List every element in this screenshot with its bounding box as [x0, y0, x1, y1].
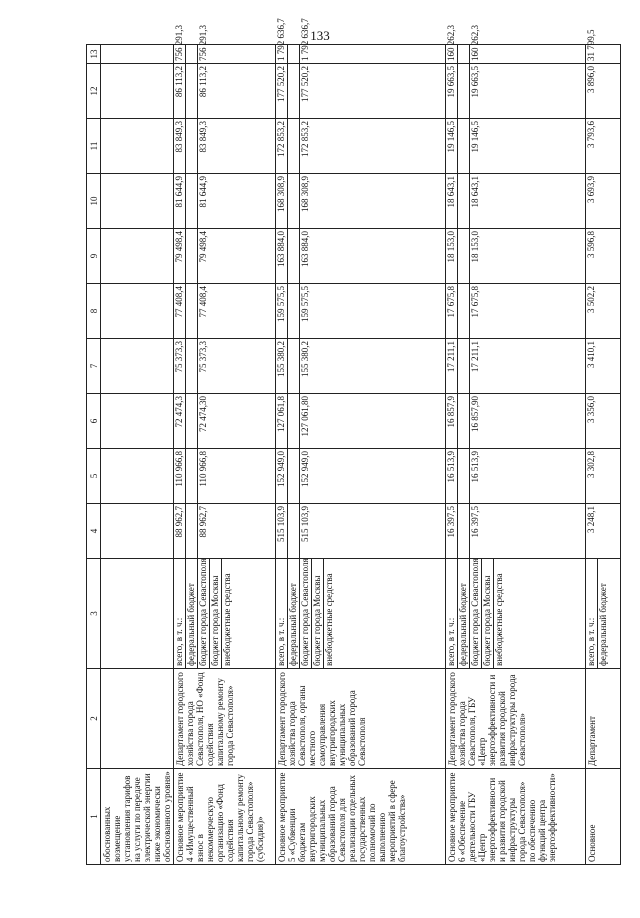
value-cell: [446, 284, 586, 339]
measure-cell: Основное: [586, 769, 621, 865]
value: 3 896,0: [586, 66, 596, 93]
value: [186, 45, 198, 63]
value-cell: [276, 504, 446, 559]
executor-cell: Департамент: [586, 669, 621, 769]
value: [288, 119, 300, 173]
value-cell: [586, 64, 621, 119]
executor-cell: Департамент городского хозяйства города Севастополя, НО «Фонд содействия капитальному ремонту города Севастополя»: [174, 669, 276, 769]
value: [458, 339, 470, 393]
value-cell: [276, 64, 446, 119]
value: 16 513,9: [446, 449, 458, 503]
value: 160 262,3: [470, 25, 480, 61]
value-cell: [276, 174, 446, 229]
source-label: всего, в т. ч.:: [586, 559, 598, 668]
value-cell: [446, 64, 586, 119]
value: 1 792 636,7: [300, 18, 310, 61]
value-cell: [174, 339, 276, 394]
value: 86 113,2: [198, 66, 208, 98]
value-cell: [446, 119, 586, 174]
value: 172 853,2: [300, 121, 310, 157]
value-cell: [276, 229, 446, 284]
value-cell: [174, 284, 276, 339]
value: 152 949,0: [276, 449, 288, 503]
value: 127 061,80: [300, 396, 310, 437]
header-cell: 13: [87, 45, 101, 64]
value-cell: [276, 394, 446, 449]
rotated-table-container: [86, 18, 608, 865]
value: 17 675,8: [446, 284, 458, 338]
value-cell: [586, 29, 621, 64]
value: [186, 229, 198, 283]
value: [186, 504, 198, 558]
value: 110 966,8: [198, 451, 208, 487]
value: 83 849,3: [198, 121, 208, 153]
value-cell: [586, 339, 621, 394]
value: 152 949,0: [300, 451, 310, 487]
value: [288, 64, 300, 118]
value-cell: [586, 449, 621, 504]
table-row: [276, 45, 446, 865]
value-cell: [276, 284, 446, 339]
value: 77 408,4: [174, 284, 186, 338]
value: 1 792 636,7: [276, 18, 286, 61]
carry-over-row: [101, 45, 174, 865]
value-cell: [586, 229, 621, 284]
value-cell: [586, 394, 621, 449]
sources-cell: [174, 559, 276, 669]
value-cell: [446, 504, 586, 559]
value: 3 596,8: [586, 231, 596, 258]
source-label: федеральный бюджет: [186, 559, 198, 668]
value: [186, 339, 198, 393]
value-cell: [446, 229, 586, 284]
executor-cell: Департамент городского хозяйства города Севастополя, органы местного самоуправления внутригородских муниципальных образований города Севастополя: [276, 669, 446, 769]
source-label: бюджет города Севастополя: [300, 558, 310, 666]
value: 17 211,1: [446, 339, 458, 393]
value: 159 575,5: [300, 286, 310, 322]
value-cell: [174, 229, 276, 284]
value-cell: [446, 25, 586, 64]
source-label: всего, в т. ч.:: [276, 559, 288, 668]
value: 110 966,8: [174, 449, 186, 503]
value-cell: [174, 119, 276, 174]
value: 81 644,9: [198, 176, 208, 208]
value: [458, 449, 470, 503]
value: 16 397,5: [470, 506, 480, 538]
value: 16 857,90: [470, 396, 480, 432]
value: [458, 394, 470, 448]
source-label: федеральный бюджет: [458, 559, 470, 668]
value-cell: [276, 119, 446, 174]
value: 88 962,7: [198, 506, 208, 538]
source-label: бюджет города Москвы: [210, 559, 222, 668]
value: 159 575,5: [276, 284, 288, 338]
value: 18 153,0: [446, 229, 458, 283]
value: 18 643,1: [470, 176, 480, 208]
value: 172 853,2: [276, 119, 288, 173]
value: 72 474,3: [174, 394, 186, 448]
sources-cell: [586, 559, 621, 669]
header-cell: 6: [87, 394, 101, 449]
value-cell: [276, 339, 446, 394]
value: 3 248,1: [586, 506, 596, 533]
value: 177 520,2: [276, 64, 288, 118]
value: 18 643,1: [446, 174, 458, 228]
header-cell: 5: [87, 449, 101, 504]
source-label: федеральный бюджет: [288, 559, 300, 668]
value-cell: [446, 394, 586, 449]
value: [458, 174, 470, 228]
value: 19 663,5: [446, 64, 458, 118]
value: 155 380,2: [300, 341, 310, 377]
value: [288, 339, 300, 393]
value: [288, 174, 300, 228]
measure-cell: Основное мероприятие 5 «Субвенции бюджетам внутригородских муниципальных образований города Севастополя для реализации отдельных государственных полномочий по выполнению мероприятий в сфере благоустройства»: [276, 769, 446, 865]
value: [458, 64, 470, 118]
source-label: бюджет города Москвы: [482, 559, 494, 668]
value: 18 153,0: [470, 231, 480, 263]
value: 160 262,3: [446, 25, 456, 61]
header-row: [87, 45, 101, 865]
value: [288, 449, 300, 503]
value: 163 884,0: [300, 231, 310, 267]
value: [186, 119, 198, 173]
header-cell: 2: [87, 669, 101, 769]
value: 168 308,9: [276, 174, 288, 228]
value: 3 302,8: [586, 451, 596, 478]
measure-cell: Основное мероприятие 6 «Обеспечение деятельности ГБУ «Центр энергоэффективности и развития городской инфраструктуры города Севастополя» по обеспечению функций центра энергоэффективности»: [446, 769, 586, 865]
value: 155 380,2: [276, 339, 288, 393]
source-label: внебюджетные средства: [324, 573, 334, 666]
value-cell: [174, 64, 276, 119]
source-label: внебюджетные средства: [494, 573, 504, 666]
value: 3 356,0: [586, 396, 596, 423]
source-label: бюджет города Москвы: [312, 559, 324, 668]
value: 31 799,5: [586, 29, 596, 61]
value-cell: [174, 449, 276, 504]
sources-cell: [276, 559, 446, 669]
source-label: всего, в т. ч.:: [174, 559, 186, 668]
value: [458, 504, 470, 558]
carry-over-text: обоснованных возмещение установления тарифов на услуги по передаче электрической энергии ниже экономически обоснованного уровня»: [101, 769, 174, 865]
header-cell: 8: [87, 284, 101, 339]
header-cell: 10: [87, 174, 101, 229]
value: 79 498,4: [174, 229, 186, 283]
value: 16 857,9: [446, 394, 458, 448]
value-cell: [586, 284, 621, 339]
source-label: внебюджетные средства: [222, 573, 232, 666]
value: [288, 504, 300, 558]
source-label: федеральный бюджет: [598, 583, 608, 666]
executor-cell: Департамент городского хозяйства города Севастополя, ГБУ «Центр энергоэффективности и развития городской инфраструктуры города Севастополя»: [446, 669, 586, 769]
header-cell: 7: [87, 339, 101, 394]
page-number: 133: [310, 28, 330, 43]
value: 86 113,2: [174, 64, 186, 118]
value: 168 308,9: [300, 176, 310, 212]
value: 127 061,8: [276, 394, 288, 448]
value: 75 373,3: [198, 341, 208, 373]
source-label: всего, в т. ч.:: [446, 559, 458, 668]
table-row: [586, 45, 621, 865]
value: 83 849,3: [174, 119, 186, 173]
value: [288, 394, 300, 448]
value: 515 103,9: [276, 504, 288, 558]
table-row: [446, 45, 586, 865]
sources-cell: [446, 559, 586, 669]
source-label: бюджет города Севастополя: [198, 558, 208, 666]
value: [288, 45, 300, 63]
header-cell: 1: [87, 769, 101, 865]
value: 177 520,2: [300, 66, 310, 102]
value: 88 962,7: [174, 504, 186, 558]
value: [458, 119, 470, 173]
value: 17 211,1: [470, 341, 480, 373]
header-cell: 4: [87, 504, 101, 559]
value: 77 408,4: [198, 286, 208, 318]
value: 3 410,1: [586, 341, 596, 368]
value-cell: [174, 174, 276, 229]
header-cell: 11: [87, 119, 101, 174]
header-cell: 12: [87, 64, 101, 119]
value: [186, 284, 198, 338]
value: 16 513,9: [470, 451, 480, 483]
value: 3 693,9: [586, 176, 596, 203]
value-cell: [276, 449, 446, 504]
value: [186, 394, 198, 448]
value: [288, 284, 300, 338]
value: 81 644,9: [174, 174, 186, 228]
value: 3 502,2: [586, 286, 596, 313]
measure-cell: Основное мероприятие 4 «Имущественный взнос в некоммерческую организацию «Фонд содействия капитальному ремонту города Севастополя» (субсидия)»: [174, 769, 276, 865]
value-cell: [174, 504, 276, 559]
value: 515 103,9: [300, 506, 310, 542]
value: 72 474,30: [198, 396, 208, 432]
value: 19 146,5: [470, 121, 480, 153]
value: 75 373,3: [174, 339, 186, 393]
value-cell: [446, 339, 586, 394]
header-cell: 9: [87, 229, 101, 284]
table-row: [174, 45, 276, 865]
value-cell: [174, 394, 276, 449]
source-label: бюджет города Севастополя: [470, 558, 480, 666]
value: 16 397,5: [446, 504, 458, 558]
value: 17 675,8: [470, 286, 480, 318]
header-cell: 3: [87, 559, 101, 669]
value: 163 884,0: [276, 229, 288, 283]
value: [458, 45, 470, 63]
value: 19 663,5: [470, 66, 480, 98]
value-cell: [446, 449, 586, 504]
value: 3 793,6: [586, 121, 596, 148]
value-cell: [446, 174, 586, 229]
budget-table: [86, 18, 621, 865]
value: [186, 449, 198, 503]
value: [458, 284, 470, 338]
value-cell: [586, 119, 621, 174]
value-cell: [174, 25, 276, 64]
value: [186, 174, 198, 228]
value: 79 498,4: [198, 231, 208, 263]
value: 19 146,5: [446, 119, 458, 173]
value-cell: [586, 504, 621, 559]
value: [288, 229, 300, 283]
value-cell: [586, 174, 621, 229]
value: 756 291,3: [198, 25, 208, 61]
value: [186, 64, 198, 118]
value: 756 291,3: [174, 25, 184, 61]
value: [458, 229, 470, 283]
